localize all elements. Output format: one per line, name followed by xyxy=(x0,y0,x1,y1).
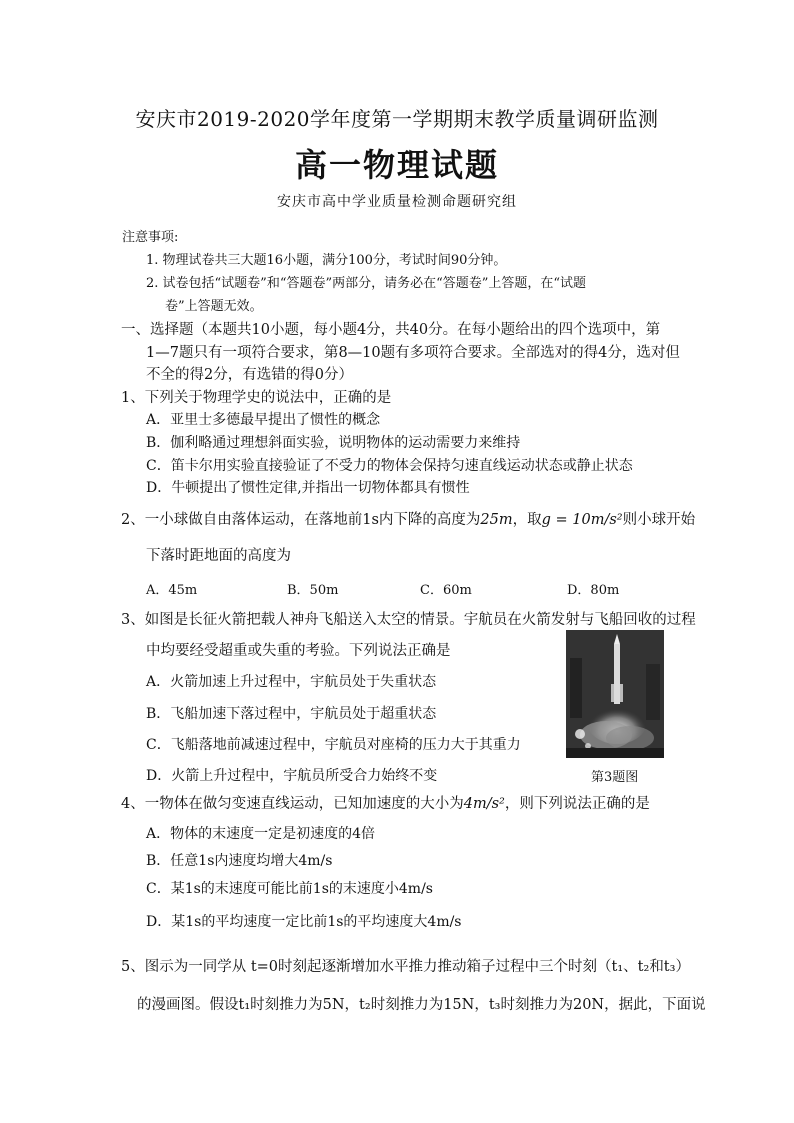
q4-option-b: B．任意1s内速度均增大4m/s xyxy=(146,853,333,869)
q3-stem-line2: 中均要经受超重或失重的考验。下列说法正确是 xyxy=(146,643,451,659)
note-1: 1. 物理试卷共三大题16小题，满分100分，考试时间90分钟。 xyxy=(146,253,507,268)
q3-option-c: C．飞船落地前减速过程中，宇航员对座椅的压力大于其重力 xyxy=(146,737,521,753)
q2-stem-line2: 下落时距地面的高度为 xyxy=(146,548,291,564)
q2-stem xyxy=(121,508,695,529)
q5-line1: 5、图示为一同学从 t=0时刻起逐渐增加水平推力推动箱子过程中三个时刻（t₁、t₂和t₃） xyxy=(121,959,690,975)
q1-option-b: B．伽利略通过理想斜面实验，说明物体的运动需要力来维持 xyxy=(146,435,521,451)
q4-option-a: A．物体的末速度一定是初速度的4倍 xyxy=(146,826,376,842)
q1-option-a: A．亚里士多德最早提出了惯性的概念 xyxy=(146,412,381,428)
q4-option-c: C．某1s的末速度可能比前1s的末速度小4m/s xyxy=(146,881,433,897)
exam-header-line: 安庆市2019-2020学年度第一学期期末教学质量调研监测 xyxy=(135,107,659,131)
q1-stem: 1、下列关于物理学史的说法中，正确的是 xyxy=(121,390,392,406)
q5-line2: 的漫画图。假设t₁时刻推力为5N，t₂时刻推力为15N，t₃时刻推力为20N，据此，下面说 xyxy=(137,997,706,1013)
q4-stem-a: 4、一物体在做匀变速直线运动，已知加速度的大小为 xyxy=(121,796,464,812)
q4-stem-b: ，则下列说法正确的是 xyxy=(504,796,650,812)
q2-gravity: g = 10m/s² xyxy=(541,512,623,528)
q4-option-d: D．某1s的平均速度一定比前1s的平均速度大4m/s xyxy=(146,914,462,930)
q2-stem-b: ，取 xyxy=(512,512,542,528)
notes-heading: 注意事项: xyxy=(122,230,179,245)
note-2-line1: 2. 试卷包括“试题卷”和“答题卷”两部分，请务必在“答题卷”上答题，在“试题 xyxy=(146,276,587,291)
q2-stem-c: 则小球开始 xyxy=(622,512,696,528)
q4-acceleration: 4m/s² xyxy=(463,796,505,812)
rocket-launch-photo xyxy=(566,630,664,758)
q2-height: 25m xyxy=(480,512,513,528)
q1-option-d: D．牛顿提出了惯性定律,并指出一切物体都具有惯性 xyxy=(146,480,470,496)
q2-option-b: B．50m xyxy=(287,583,339,598)
q1-option-c: C．笛卡尔用实验直接验证了不受力的物体会保持匀速直线运动状态或静止状态 xyxy=(146,458,633,474)
q2-option-c: C．60m xyxy=(420,583,472,598)
note-2-line2: 卷”上答题无效。 xyxy=(165,299,263,314)
section1-line3: 不全的得2分，有选错的得0分） xyxy=(146,367,353,383)
exam-main-title: 高一物理试题 xyxy=(294,146,499,184)
q3-option-a: A．火箭加速上升过程中，宇航员处于失重状态 xyxy=(146,674,437,690)
q2-stem-a: 2、一小球做自由落体运动，在落地前1s内下降的高度为 xyxy=(121,512,481,528)
q3-option-d: D．火箭上升过程中，宇航员所受合力始终不变 xyxy=(146,768,438,784)
q2-option-d: D．80m xyxy=(567,583,620,598)
section1-line1: 一、选择题（本题共10小题，每小题4分，共40分。在每小题给出的四个选项中，第 xyxy=(121,322,661,338)
q3-option-b: B．飞船加速下落过程中，宇航员处于超重状态 xyxy=(146,706,437,722)
exam-author: 安庆市高中学业质量检测命题研究组 xyxy=(277,194,517,210)
q2-option-a: A．45m xyxy=(146,583,198,598)
q3-figure-caption: 第3题图 xyxy=(591,770,639,785)
q4-stem xyxy=(121,792,650,813)
rocket-launch-illustration xyxy=(566,630,664,758)
section1-line2: 1—7题只有一项符合要求，第8—10题有多项符合要求。全部选对的得4分，选对但 xyxy=(146,345,680,361)
q3-stem-line1: 3、如图是长征火箭把载人神舟飞船送入太空的情景。宇航员在火箭发射与飞船回收的过程 xyxy=(121,612,696,628)
